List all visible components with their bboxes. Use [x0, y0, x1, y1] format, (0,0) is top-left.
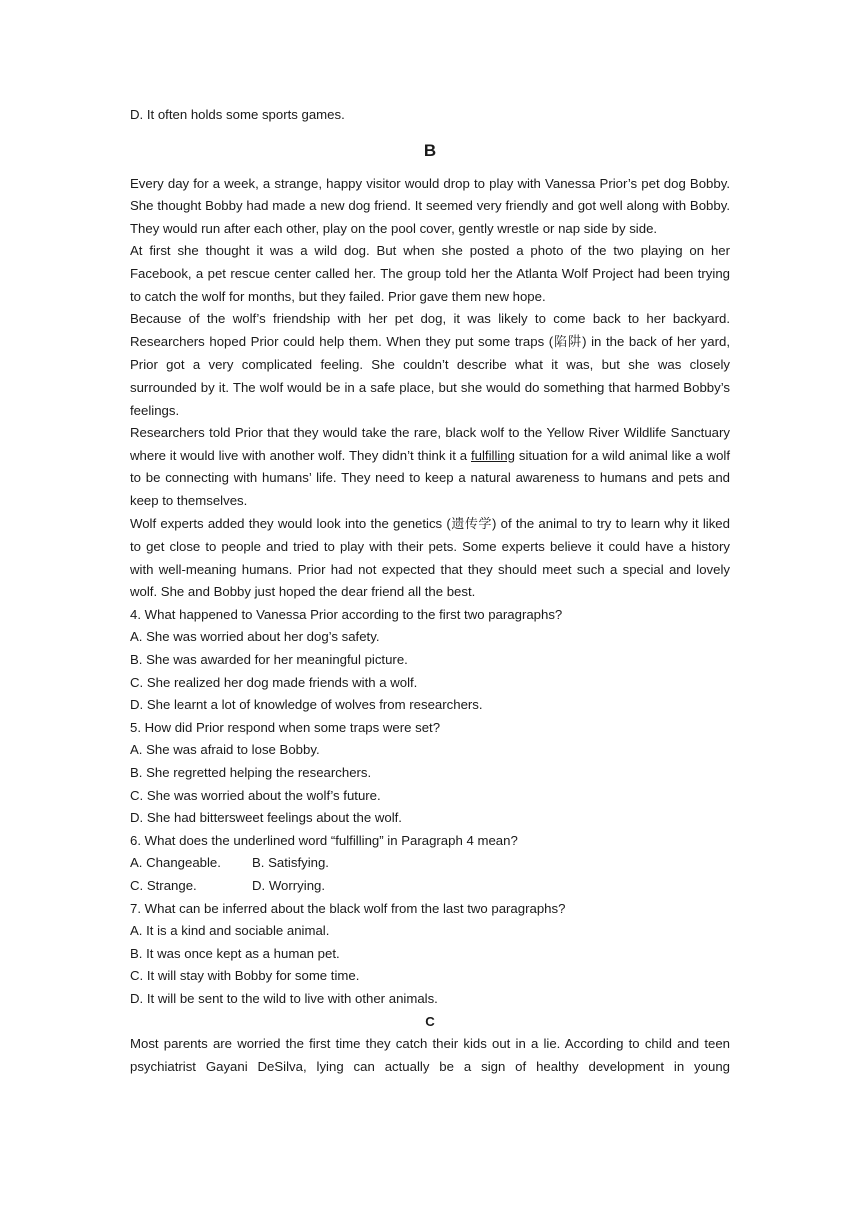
- question-7-option-a: A. It is a kind and sociable animal.: [130, 923, 330, 939]
- question-6-option-d: D. Worrying.: [252, 878, 326, 893]
- question-4-option-a: A. She was worried about her dog’s safety.: [130, 629, 380, 645]
- question-4-option-d: D. She learnt a lot of knowledge of wolves from researchers.: [130, 697, 483, 713]
- question-6-options-row-1: [130, 852, 730, 875]
- question-7-option-b: B. It was once kept as a human pet.: [130, 945, 340, 961]
- question-5-option-b: B. She regretted helping the researchers.: [130, 765, 372, 781]
- underlined-word-fulfilling: fulfilling: [471, 447, 515, 463]
- question-7-stem: 7. What can be inferred about the black wolf from the last two paragraphs?: [130, 900, 566, 916]
- section-b-paragraph-1: Every day for a week, a strange, happy visitor would drop to play with Vanessa Prior’s pet dog Bobby. She thought Bobby had made a new dog friend. It seemed very friendly and got well along with Bobby. They would run after each other, play on the pool cover, gently wrestle or nap side by side.: [130, 175, 730, 236]
- question-4-stem: 4. What happened to Vanessa Prior according to the first two paragraphs?: [130, 606, 563, 622]
- question-6-option-b: B. Satisfying.: [252, 855, 329, 871]
- question-6-stem: 6. What does the underlined word “fulfilling” in Paragraph 4 mean?: [130, 832, 518, 848]
- section-b-paragraph-5: [130, 513, 730, 604]
- question-5-option-c: C. She was worried about the wolf’s future.: [130, 787, 381, 803]
- question-5-option-a: A. She was afraid to lose Bobby.: [130, 742, 320, 758]
- question-6-options-row-2: [130, 875, 730, 898]
- document-page: [130, 104, 730, 1078]
- paragraph-4-text-b: situation for a wild animal like a wolf to be connecting with humans’ life. They need to keep a natural awareness to humans and pets and keep to themselves.: [130, 447, 731, 508]
- paragraph-4-text-a: Researchers told Prior that they would take the rare, black wolf to the Yellow River Wildlife Sanctuary where it would live with another wolf. They didn’t think it a: [130, 425, 730, 463]
- paragraph-5-text-b: ) of the animal to try to learn why it liked to get close to people and tried to play with their pets. Some experts believe it could have a history with well-meaning humans. Prior had not expected that they should meet such a special and lovely wolf. She and Bobby just hoped the dear friend all the best.: [130, 515, 730, 600]
- question-4-option-b: B. She was awarded for her meaningful picture.: [130, 652, 408, 668]
- section-b-paragraph-3: [130, 308, 730, 422]
- paragraph-3-text-b: ) in the back of her yard, Prior got a very complicated feeling. She couldn’t describe what it was, but she was closely surrounded by it. The wolf would be in a safe place, but she would do something that harmed Bobby’s feelings.: [130, 333, 730, 418]
- question-6-option-a: A. Changeable.: [130, 855, 221, 871]
- section-c-heading: C: [425, 1013, 435, 1029]
- question-6-option-c: C. Strange.: [130, 878, 197, 893]
- section-b-paragraph-4: [130, 422, 730, 512]
- paragraph-3-chinese-gloss: 陷阱: [553, 334, 583, 350]
- section-b-paragraph-2: At first she thought it was a wild dog. But when she posted a photo of the two playing on her Facebook, a pet rescue center called her. The group told her the Atlanta Wolf Project had been trying to catch the wolf for months, but they failed. Prior gave them new hope.: [130, 243, 730, 304]
- paragraph-5-chinese-gloss: 遗传学: [450, 516, 493, 532]
- question-4-option-c: C. She realized her dog made friends with a wolf.: [130, 674, 418, 690]
- paragraph-5-text-a: Wolf experts added they would look into the genetics (: [130, 515, 451, 531]
- paragraph-3-text-a: Because of the wolf’s friendship with her pet dog, it was likely to come back to her backyard. Researchers hoped Prior could help them. When they put some traps (: [130, 311, 730, 349]
- question-7-option-c: C. It will stay with Bobby for some time.: [130, 968, 360, 984]
- question-5-stem: 5. How did Prior respond when some traps were set?: [130, 719, 441, 735]
- previous-question-option-d: D. It often holds some sports games.: [130, 107, 345, 122]
- section-b-heading: B: [423, 140, 437, 160]
- question-5-option-d: D. She had bittersweet feelings about the wolf.: [130, 810, 402, 826]
- section-c-paragraph-1: Most parents are worried the first time they catch their kids out in a lie. According to child and teen psychiatrist Gayani DeSilva, lying can actually be a sign of healthy development in young: [130, 1036, 730, 1074]
- question-7-option-d: D. It will be sent to the wild to live with other animals.: [130, 990, 438, 1006]
